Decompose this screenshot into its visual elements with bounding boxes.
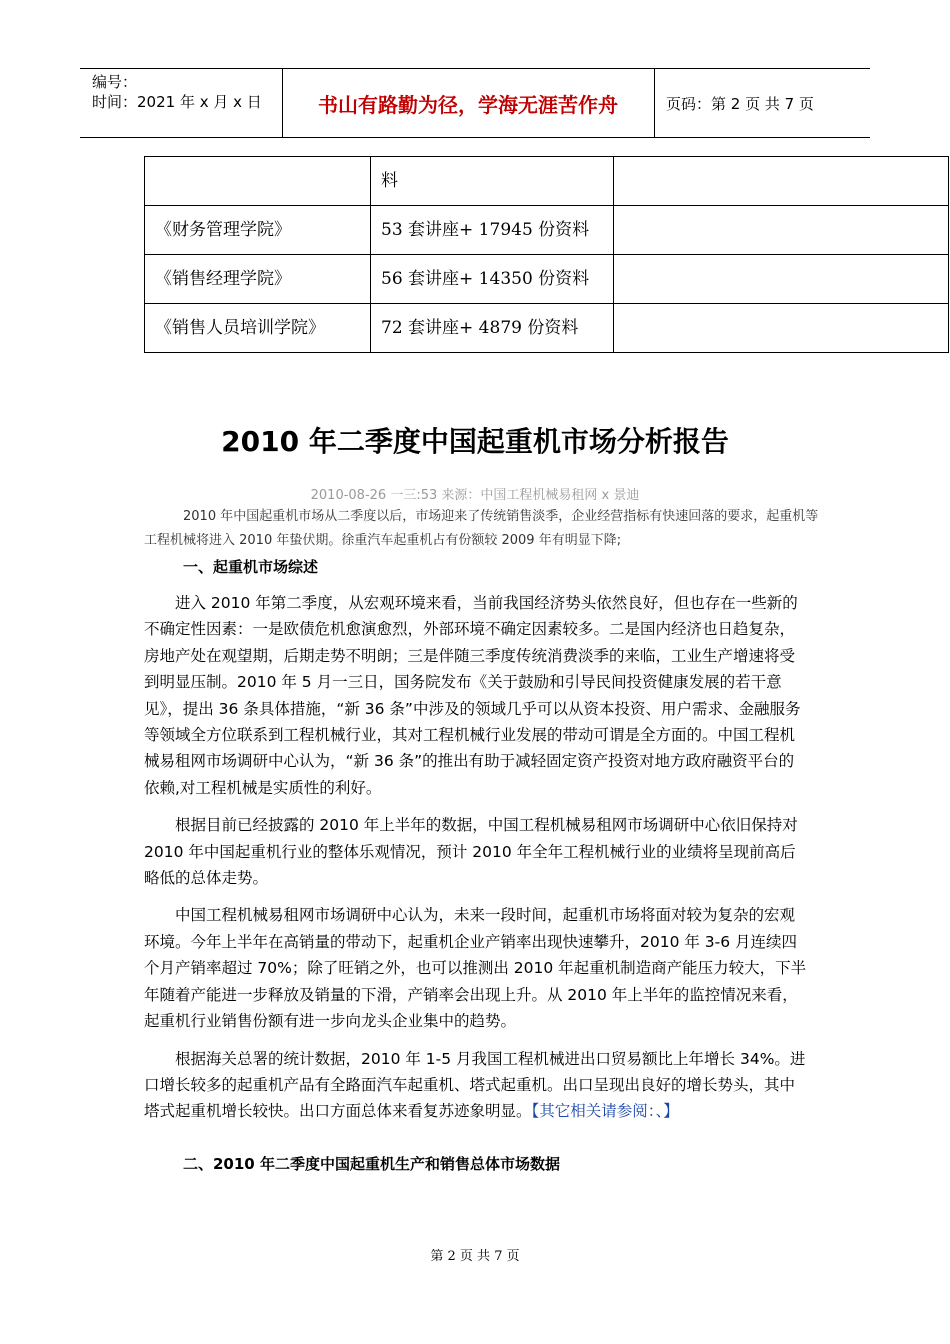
table-cell-name: 《销售人员培训学院》 xyxy=(145,304,371,353)
article-title: 2010 年二季度中国起重机市场分析报告 xyxy=(221,425,729,458)
table-cell-extra xyxy=(614,157,949,206)
document-date: 时间：2021 年 x 月 x 日 xyxy=(92,93,262,111)
table-cell-name: 《财务管理学院》 xyxy=(145,206,371,255)
table-cell-name: 《销售经理学院》 xyxy=(145,255,371,304)
document-number: 编号： xyxy=(92,73,138,91)
table-cell-name xyxy=(145,157,371,206)
table-cell-extra xyxy=(614,206,949,255)
table-row xyxy=(145,157,949,206)
article-intro xyxy=(144,505,824,553)
intro-text: 2010 年中国起重机市场从二季度以后，市场迎来了传统销售淡季，企业经营指标有快速回落的要求，起重机等工程机械将进入 2010 年蛰伏期。徐重汽车起重机占有份额较 2009 年有明显下降; xyxy=(144,509,819,548)
article-body xyxy=(144,590,808,1136)
table-row xyxy=(145,304,949,353)
body-paragraph: 中国工程机械易租网市场调研中心认为，未来一段时间，起重机市场将面对较为复杂的宏观环境。今年上半年在高销量的带动下，起重机企业产销率出现快速攀升，2010 年 3-6 月连续四个月产销率超过 70%；除了旺销之外，也可以推测出 2010 年起重机制造商产能压力较大，下半年随着产能进一步释放及销量的下滑，产销率会出现上升。从 2010 年上半年的监控情况来看，起重机行业销售份额有进一步向龙头企业集中的趋势。 xyxy=(144,906,807,1031)
body-paragraph xyxy=(144,1046,808,1125)
header-page-info: 页码：第 2 页 共 7 页 xyxy=(666,94,814,113)
table-cell-content: 53 套讲座+ 17945 份资料 xyxy=(371,206,614,255)
table-cell-content: 72 套讲座+ 4879 份资料 xyxy=(371,304,614,353)
resource-table xyxy=(144,156,949,353)
section-heading-market-data: 二、2010 年二季度中国起重机生产和销售总体市场数据 xyxy=(183,1155,560,1173)
table-cell-content: 料 xyxy=(371,157,614,206)
table-cell-extra xyxy=(614,304,949,353)
body-paragraph-text: 根据海关总署的统计数据，2010 年 1-5 月我国工程机械进出口贸易额比上年增长 34%。进口增长较多的起重机产品有全路面汽车起重机、塔式起重机。出口呈现出良好的增长势头，其中塔式起重机增长较快。出口方面总体来看复苏迹象明显。 xyxy=(144,1049,806,1121)
table-cell-extra xyxy=(614,255,949,304)
table-row xyxy=(145,255,949,304)
page-footer: 第 2 页 共 7 页 xyxy=(430,1249,520,1264)
header-motto: 书山有路勤为径，学海无涯苦作舟 xyxy=(282,69,655,137)
related-link[interactable]: 【其它相关请参阅：、】 xyxy=(531,1102,679,1121)
article-meta: 2010-08-26 一三:53 来源：中国工程机械易租网 x 景迪 xyxy=(310,488,640,503)
table-row xyxy=(145,206,949,255)
body-paragraph: 根据目前已经披露的 2010 年上半年的数据，中国工程机械易租网市场调研中心依旧保持对 2010 年中国起重机行业的整体乐观情况，预计 2010 年全年工程机械行业的业绩将呈现前高后略低的总体走势。 xyxy=(144,816,798,888)
section-heading-overview: 一、起重机市场综述 xyxy=(183,558,319,576)
header-info-cell xyxy=(80,69,283,137)
body-paragraph: 进入 2010 年第二季度，从宏观环境来看，当前我国经济势头依然良好，但也存在一些新的不确定性因素：一是欧债危机愈演愈烈，外部环境不确定因素较多。二是国内经济也日趋复杂，房地产处在观望期，后期走势不明朗；三是伴随三季度传统消费淡季的来临，工业生产增速将受到明显压制。2010 年 5 月一三日，国务院发布《关于鼓励和引导民间投资健康发展的若干意见》，提出 36 条具体措施，“新 36 条”中涉及的领域几乎可以从资本投资、用户需求、金融服务等领域全方位联系到工程机械行业，其对工程机械行业发展的带动可谓是全方面的。中国工程机械易租网市场调研中心认为，“新 36 条”的推出有助于减轻固定资产投资对地方政府融资平台的依赖,对工程机械是实质性的利好。 xyxy=(144,594,801,797)
table-cell-content: 56 套讲座+ 14350 份资料 xyxy=(371,255,614,304)
page-header xyxy=(80,68,870,138)
